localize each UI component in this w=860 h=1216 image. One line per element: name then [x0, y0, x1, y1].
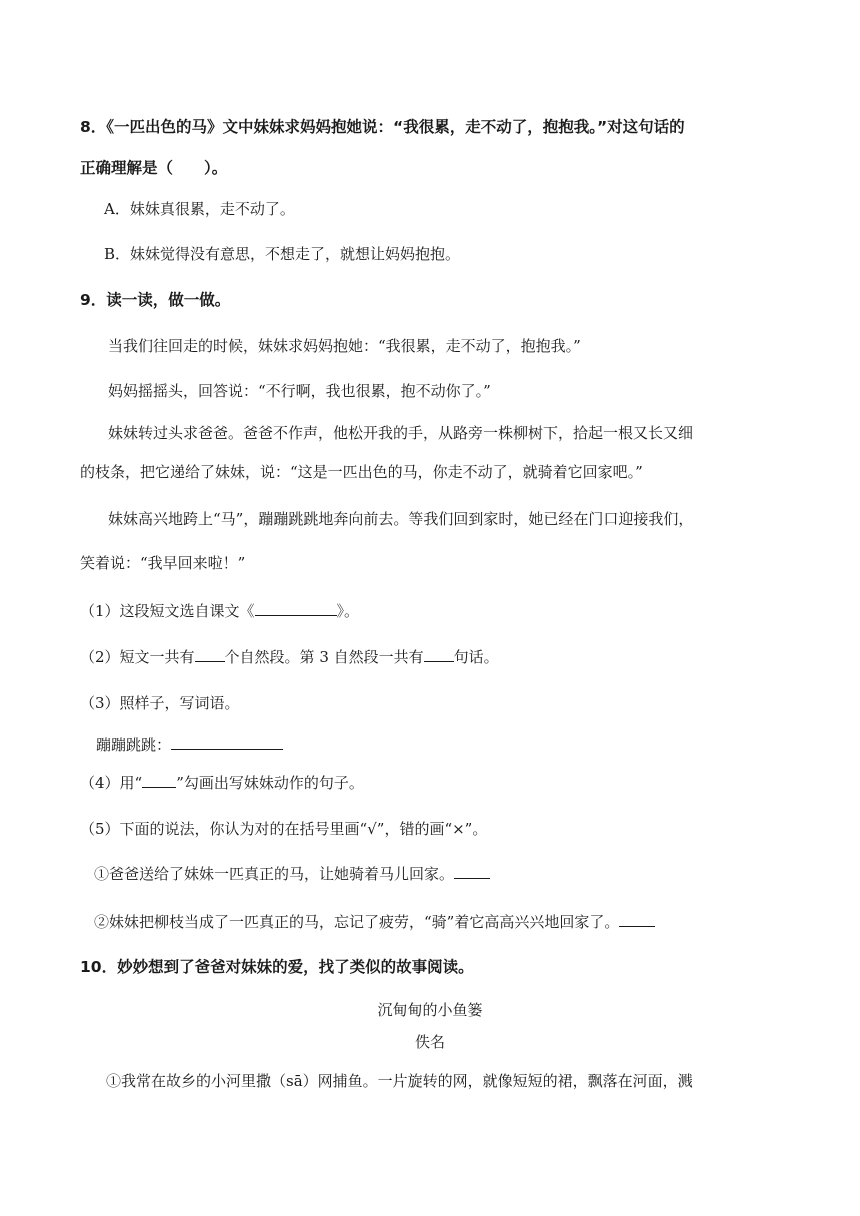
subquestion-2-part-b: 个自然段。第 3 自然段一共有: [224, 648, 424, 666]
passage-para-2: 妈妈摇摇头，回答说：“不行啊，我也很累，抱不动你了。”: [108, 382, 491, 400]
statement-1-text: ①爸爸送给了妹妹一匹真正的马，让她骑着马儿回家。: [94, 865, 455, 883]
passage-para-1: 当我们往回走的时候，妹妹求妈妈抱她：“我很累，走不动了，抱抱我。”: [108, 337, 581, 355]
question-10-title: 10．妙妙想到了爸爸对妹妹的爱，找了类似的故事阅读。: [80, 958, 474, 976]
subquestion-5: （5）下面的说法，你认为对的在括号里画“√”，错的画“×”。: [80, 820, 488, 838]
answer-blank-paragraph-count[interactable]: [195, 646, 225, 662]
question-9-title: 9．读一读，做一做。: [80, 291, 231, 309]
statement-2-text: ②妹妹把柳枝当成了一匹真正的马，忘记了疲劳，“骑”着它高高兴兴地回家了。: [94, 913, 620, 931]
story-para-1: ①我常在故乡的小河里撒（sā）网捕鱼。一片旋转的网，就像短短的裙，飘落在河面，溅: [106, 1072, 693, 1090]
subquestion-1-suffix: 》。: [336, 602, 360, 620]
passage-para-3-line2: 的枝条，把它递给了妹妹，说：“这是一匹出色的马，你走不动了，就骑着它回家吧。”: [80, 463, 643, 481]
subquestion-2: [80, 646, 499, 668]
subquestion-1: [80, 600, 359, 622]
subquestion-4-suffix: ”勾画出写妹妹动作的句子。: [176, 774, 364, 792]
statement-1: [94, 863, 490, 885]
answer-blank-lesson-title[interactable]: [255, 600, 337, 616]
passage-para-4-line2: 笑着说：“我早回来啦！”: [80, 554, 246, 572]
question-8-line1: 8．《一匹出色的马》文中妹妹求妈妈抱她说：“我很累，走不动了，抱抱我。”对这句话的: [80, 118, 685, 136]
passage-para-4-line1: 妹妹高兴地跨上“马”，蹦蹦跳跳地奔向前去。等我们回到家时，她已经在门口迎接我们，: [108, 510, 694, 528]
subquestion-2-part-c: 句话。: [453, 648, 499, 666]
subquestion-2-part-a: （2）短文一共有: [80, 648, 195, 666]
statement-2: [94, 911, 655, 933]
passage-para-3-line1: 妹妹转过头求爸爸。爸爸不作声，他松开我的手，从路旁一株柳树下，拾起一根又长又细: [108, 424, 694, 442]
answer-blank-word[interactable]: [171, 734, 283, 750]
subquestion-4-prefix: （4）用“: [80, 774, 143, 792]
option-a: A．妹妹真很累，走不动了。: [104, 200, 295, 218]
answer-blank-sentence-count[interactable]: [424, 646, 454, 662]
subquestion-3-example: [96, 734, 283, 756]
answer-blank-statement-1[interactable]: [454, 863, 490, 879]
question-8-line2: 正确理解是（ ）。: [80, 159, 228, 177]
story-author: 佚名: [414, 1033, 445, 1051]
option-b: B．妹妹觉得没有意思，不想走了，就想让妈妈抱抱。: [104, 245, 461, 263]
subquestion-3: （3）照样子，写词语。: [80, 694, 240, 712]
subquestion-4: [80, 772, 364, 794]
subquestion-1-prefix: （1）这段短文选自课文《: [80, 602, 255, 620]
example-word-label: 蹦蹦跳跳：: [96, 736, 172, 754]
answer-blank-statement-2[interactable]: [619, 911, 655, 927]
underline-sample: [142, 772, 176, 788]
story-title: 沉甸甸的小鱼篓: [377, 1001, 483, 1019]
